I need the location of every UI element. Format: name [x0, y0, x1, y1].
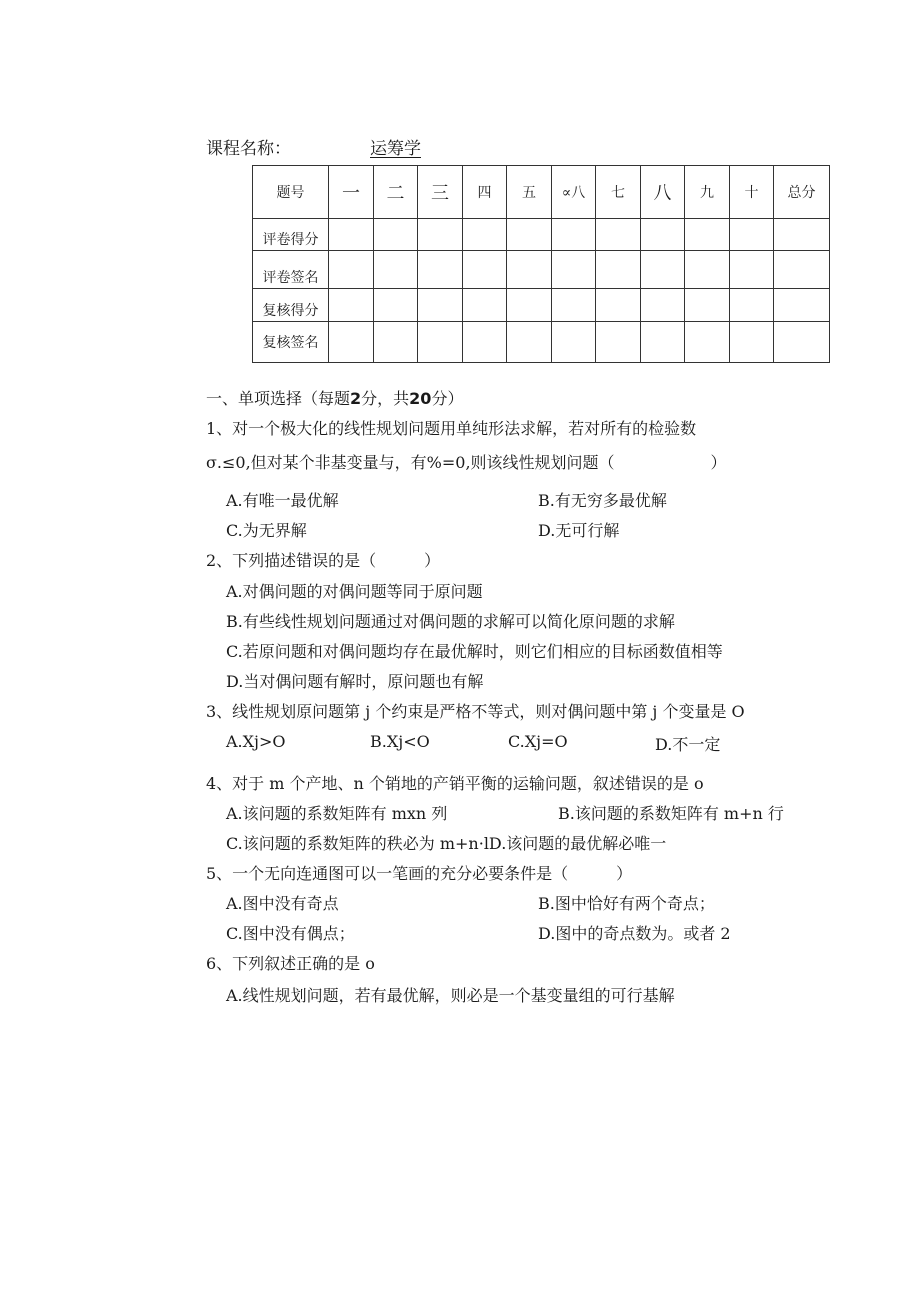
q1-option-b: B.有无穷多最优解 [538, 491, 667, 510]
score-table-header-row [253, 166, 830, 219]
q1-stem-line2: σ.≤0,但对某个非基变量与，有%=0,则该线性规划问题（ ） [206, 453, 727, 472]
score-cell [730, 322, 774, 363]
q5-option-b: B.图中恰好有两个奇点； [538, 894, 715, 913]
score-cell [774, 289, 830, 322]
header-cell-5: 五 [507, 166, 552, 219]
q2-stem: 2、下列描述错误的是（ ） [206, 551, 441, 570]
section-title-suffix: 分） [431, 389, 464, 408]
score-cell [552, 251, 596, 289]
header-cell-8: 八 [641, 166, 685, 219]
score-cell [329, 289, 374, 322]
score-cell [730, 251, 774, 289]
score-cell [418, 251, 463, 289]
score-cell [641, 322, 685, 363]
score-cell [507, 251, 552, 289]
score-cell [374, 322, 418, 363]
q1-option-a: A.有唯一最优解 [226, 491, 339, 510]
header-cell-1: 一 [329, 166, 374, 219]
score-cell [730, 289, 774, 322]
row-label: 评卷签名 [253, 251, 329, 289]
score-cell [685, 289, 730, 322]
score-cell [418, 322, 463, 363]
score-row-grading-score [253, 219, 830, 251]
score-cell [596, 251, 641, 289]
score-cell [374, 219, 418, 251]
header-cell-7: 七 [596, 166, 641, 219]
score-cell [596, 219, 641, 251]
score-cell [329, 251, 374, 289]
q3-option-a: A.Xj>O [226, 732, 286, 751]
q6-option-a: A.线性规划问题，若有最优解，则必是一个基变量组的可行基解 [226, 986, 675, 1005]
header-cell-4: 四 [463, 166, 507, 219]
row-label: 复核得分 [253, 289, 329, 322]
q6-stem: 6、下列叙述正确的是 o [206, 954, 375, 973]
score-cell [774, 322, 830, 363]
section-title-mid: 分，共 [361, 389, 410, 408]
q3-stem: 3、线性规划原问题第 j 个约束是严格不等式，则对偶问题中第 j 个变量是 O [206, 702, 745, 721]
q5-option-d: D.图中的奇点数为。或者 2 [538, 924, 731, 943]
section-title [206, 386, 463, 409]
score-cell [463, 219, 507, 251]
q4-option-a: A.该问题的系数矩阵有 mxn 列 [226, 804, 448, 823]
q4-stem: 4、对于 m 个产地、n 个销地的产销平衡的运输问题，叙述错误的是 o [206, 774, 704, 793]
score-cell [641, 251, 685, 289]
q2-option-d: D.当对偶问题有解时，原问题也有解 [226, 672, 484, 691]
score-cell [329, 322, 374, 363]
score-cell [685, 322, 730, 363]
points-each: 2 [350, 389, 362, 408]
q1-stem-line1: 1、对一个极大化的线性规划问题用单纯形法求解，若对所有的检验数 [206, 419, 697, 438]
score-cell [374, 289, 418, 322]
q3-option-c: C.Xj=O [508, 732, 568, 751]
q5-option-a: A.图中没有奇点 [226, 894, 339, 913]
score-cell [418, 289, 463, 322]
row-label: 复核签名 [253, 322, 329, 363]
header-cell-number: 题号 [253, 166, 329, 219]
score-cell [463, 289, 507, 322]
q4-option-cd: C.该问题的系数矩阵的秩必为 m+n·lD.该问题的最优解必唯一 [226, 834, 667, 853]
q2-option-b: B.有些线性规划问题通过对偶问题的求解可以简化原问题的求解 [226, 612, 675, 631]
score-row-review-signature [253, 322, 830, 363]
score-cell [641, 219, 685, 251]
q5-stem: 5、一个无向连通图可以一笔画的充分必要条件是（ ） [206, 864, 633, 883]
q5-option-c: C.图中没有偶点； [226, 924, 355, 943]
q1-option-c: C.为无界解 [226, 521, 307, 540]
header-cell-6: ∝八 [552, 166, 596, 219]
score-cell [774, 219, 830, 251]
score-cell [596, 289, 641, 322]
q2-option-c: C.若原问题和对偶问题均存在最优解时，则它们相应的目标函数值相等 [226, 642, 723, 661]
header-cell-2: 二 [374, 166, 418, 219]
header-cell-9: 九 [685, 166, 730, 219]
q1-option-d: D.无可行解 [538, 521, 620, 540]
score-cell [463, 251, 507, 289]
header-cell-3: 三 [418, 166, 463, 219]
score-cell [552, 322, 596, 363]
score-cell [596, 322, 641, 363]
q4-option-b: B.该问题的系数矩阵有 m+n 行 [558, 804, 784, 823]
score-cell [329, 219, 374, 251]
score-cell [463, 322, 507, 363]
q3-option-d: D.不一定 [655, 735, 721, 754]
q2-option-a: A.对偶问题的对偶问题等同于原问题 [226, 582, 483, 601]
course-name: 运筹学 [370, 139, 421, 159]
header-cell-total: 总分 [774, 166, 830, 219]
score-cell [685, 251, 730, 289]
score-cell [507, 322, 552, 363]
score-cell [418, 219, 463, 251]
score-cell [641, 289, 685, 322]
score-cell [685, 219, 730, 251]
score-row-review-score [253, 289, 830, 322]
points-total: 20 [409, 389, 432, 408]
score-cell [507, 289, 552, 322]
score-cell [507, 219, 552, 251]
score-cell [374, 251, 418, 289]
score-cell [552, 289, 596, 322]
score-row-grading-signature [253, 251, 830, 289]
section-title-prefix: 一、单项选择（每题 [206, 389, 351, 408]
row-label: 评卷得分 [253, 219, 329, 251]
score-cell [552, 219, 596, 251]
course-label: 课程名称： [206, 139, 291, 159]
score-cell [730, 219, 774, 251]
header-cell-10: 十 [730, 166, 774, 219]
q3-option-b: B.Xj<O [370, 732, 430, 751]
score-table [252, 165, 830, 363]
score-cell [774, 251, 830, 289]
